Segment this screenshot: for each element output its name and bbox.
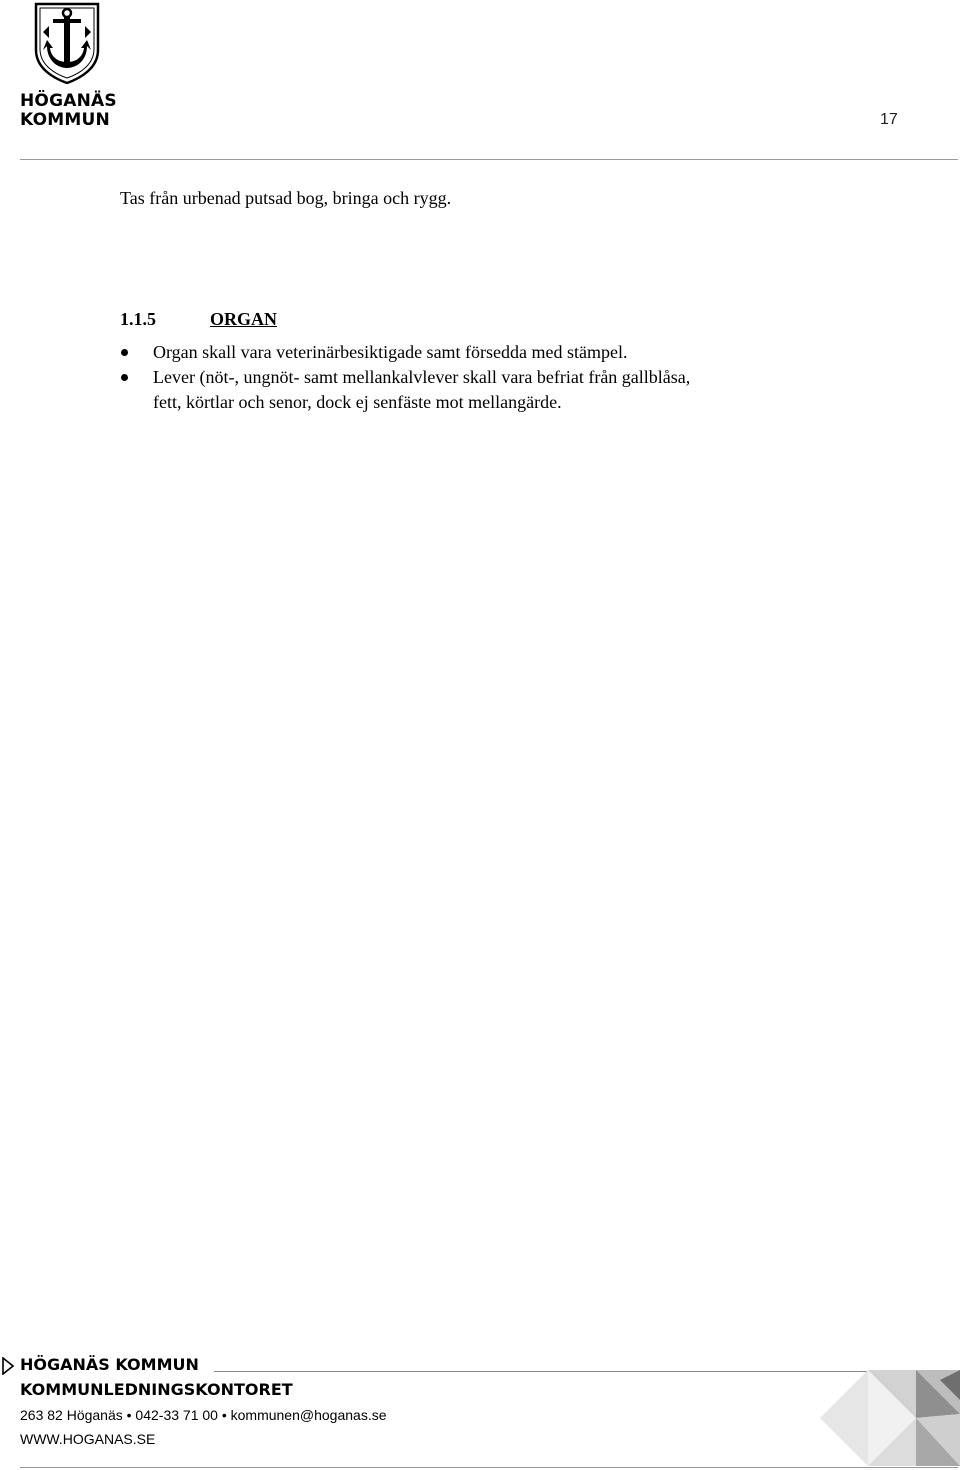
- logo-line-1: HÖGANÄS: [20, 91, 117, 111]
- section-number: 1.1.5: [120, 309, 156, 329]
- list-item-text: [153, 340, 773, 365]
- footer-org-name: HÖGANÄS KOMMUN: [20, 1355, 199, 1374]
- section-title: ORGAN: [210, 309, 277, 329]
- intro-paragraph: Tas från urbenad putsad bog, bringa och rygg.: [120, 188, 452, 208]
- bullet-icon: [121, 374, 128, 381]
- footer-website: WWW.HOGANAS.SE: [20, 1431, 156, 1447]
- footer-department: KOMMUNLEDNINGSKONTORET: [20, 1380, 293, 1399]
- triangle-right-icon: [2, 1357, 14, 1375]
- list-item: [0, 340, 960, 365]
- list-item-line: fett, körtlar och senor, dock ej senfäste mot mellangärde.: [153, 392, 562, 412]
- anchor-crest-icon: [33, 2, 101, 84]
- header-divider: [20, 159, 958, 160]
- geometric-triangles-icon: [820, 1370, 960, 1466]
- footer-contact: 263 82 Höganäs • 042-33 71 00 • kommunen@hoganas.se: [20, 1407, 387, 1423]
- bullet-icon: [121, 349, 128, 356]
- footer-bottom-divider: [20, 1467, 958, 1468]
- list-item-text: [153, 365, 773, 415]
- bullet-list: [0, 340, 960, 415]
- logo-text: [20, 92, 117, 130]
- list-item-line: Organ skall vara veterinärbesiktigade samt försedda med stämpel.: [153, 342, 628, 362]
- logo-line-2: KOMMUN: [20, 110, 110, 130]
- page-number: 17: [880, 111, 898, 128]
- list-item-line: Lever (nöt-, ungnöt- samt mellankalvlever skall vara befriat från gallblåsa,: [153, 367, 691, 387]
- list-item: [0, 365, 960, 415]
